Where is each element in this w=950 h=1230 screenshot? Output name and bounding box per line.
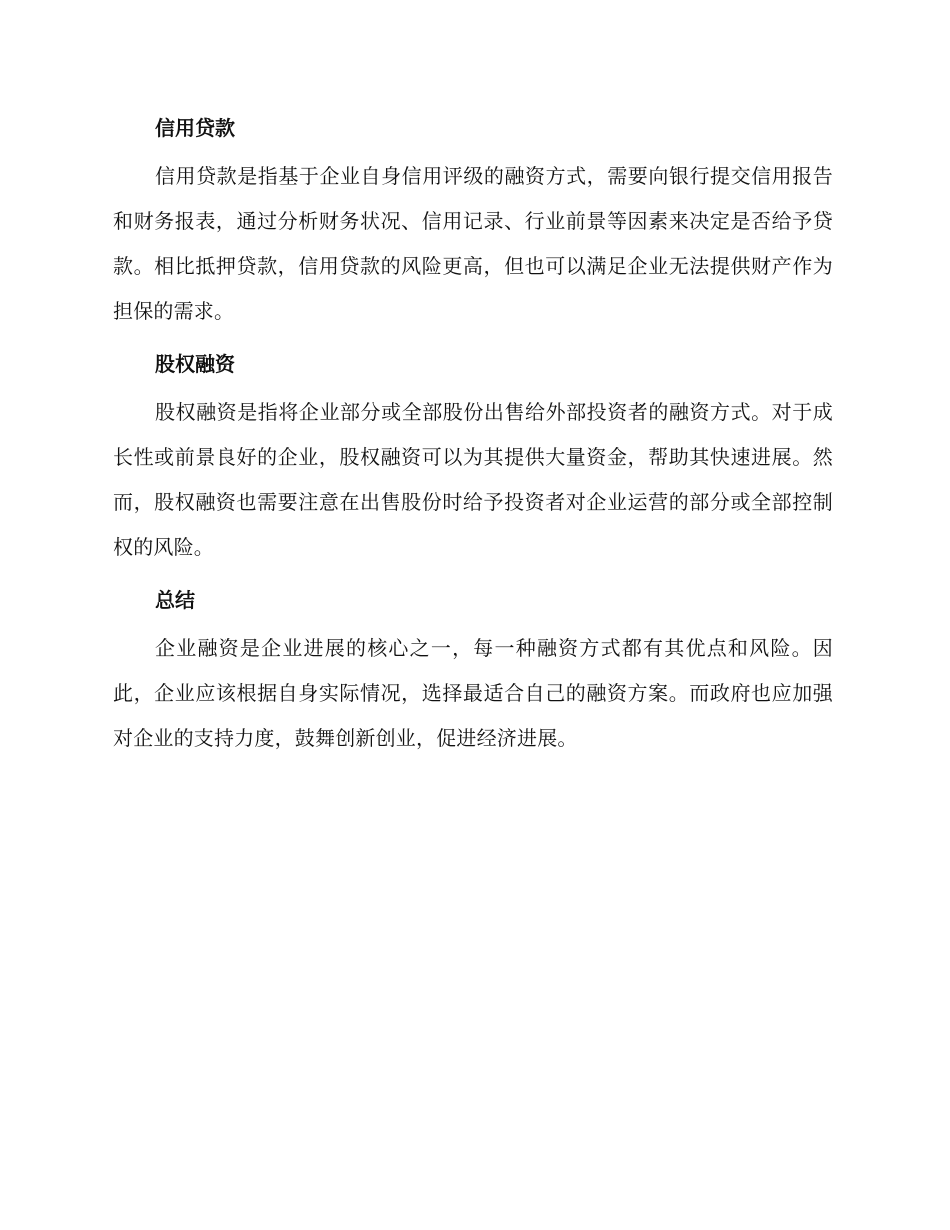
section-heading: 股权融资 <box>155 352 235 376</box>
document-page <box>113 108 833 771</box>
section-paragraph: 股权融资是指将企业部分或全部股份出售给外部投资者的融资方式。对于成长性或前景良好的企业，股权融资可以为其提供大量资金，帮助其快速进展。然而，股权融资也需要注意在出售股份时给予投资者对企业运营的部分或全部控制权的风险。 <box>113 400 833 559</box>
section-credit-loan <box>113 108 833 334</box>
section-heading: 信用贷款 <box>155 116 235 140</box>
section-heading: 总结 <box>155 588 195 612</box>
section-paragraph: 信用贷款是指基于企业自身信用评级的融资方式，需要向银行提交信用报告和财务报表，通过分析财务状况、信用记录、行业前景等因素来决定是否给予贷款。相比抵押贷款，信用贷款的风险更高，但也可以满足企业无法提供财产作为担保的需求。 <box>113 164 833 323</box>
section-equity-financing <box>113 344 833 570</box>
section-paragraph: 企业融资是企业进展的核心之一，每一种融资方式都有其优点和风险。因此，企业应该根据自身实际情况，选择最适合自己的融资方案。而政府也应加强对企业的支持力度，鼓舞创新创业，促进经济进展。 <box>113 636 833 750</box>
section-summary <box>113 580 833 761</box>
